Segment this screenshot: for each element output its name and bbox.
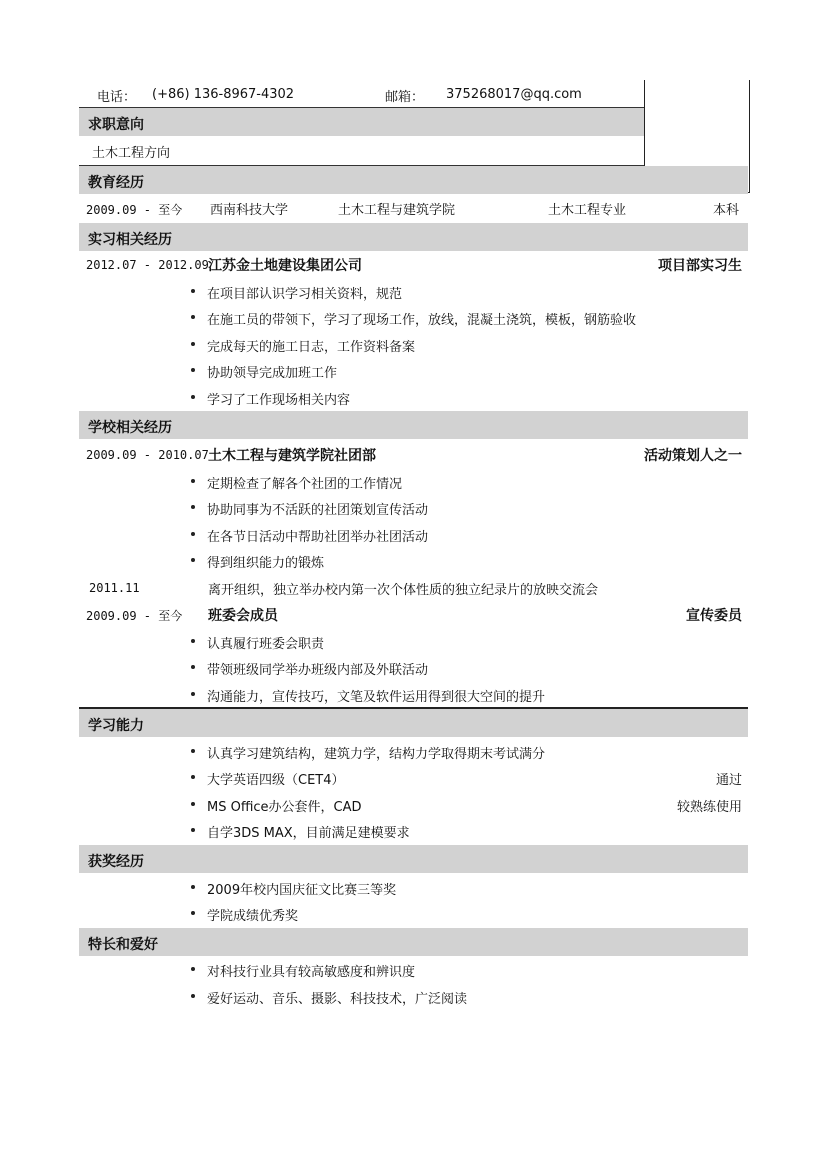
internship-role: 项目部实习生 <box>658 258 742 274</box>
club-role: 活动策划人之一 <box>644 448 742 464</box>
education-major: 土木工程专业 <box>548 203 627 218</box>
education-school: 西南科技大学 <box>210 203 289 218</box>
email-label: 邮箱： <box>385 90 425 105</box>
section-header-school: 学校相关经历 <box>79 411 748 439</box>
skill-note: 较熟练使用 <box>676 800 742 815</box>
section-header-awards: 获奖经历 <box>79 845 748 873</box>
section-header-internship: 实习相关经历 <box>79 223 748 251</box>
club-date: 2009.09 - 2010.07 <box>86 448 209 462</box>
email-value: 375268017@qq.com <box>446 87 582 102</box>
section-header-objective: 求职意向 <box>79 108 644 136</box>
class-org: 班委会成员 <box>208 608 278 624</box>
objective-value: 土木工程方向 <box>92 146 171 161</box>
education-date: 2009.09 - 至今 <box>86 203 183 217</box>
education-degree: 本科 <box>713 203 740 218</box>
club-org: 土木工程与建筑学院社团部 <box>208 448 376 464</box>
education-college: 土木工程与建筑学院 <box>338 203 456 218</box>
event-date: 2011.11 <box>89 581 140 595</box>
internship-date: 2012.07 - 2012.09 <box>86 258 209 272</box>
section-header-skills: 学习能力 <box>79 709 748 737</box>
internship-org: 江苏金土地建设集团公司 <box>208 258 362 274</box>
phone-value: (+86) 136-8967-4302 <box>152 87 295 102</box>
class-role: 宣传委员 <box>686 608 742 624</box>
phone-label: 电话： <box>97 90 137 105</box>
event-text: 离开组织，独立举办校内第一次个体性质的独立纪录片的放映交流会 <box>208 583 599 598</box>
class-date: 2009.09 - 至今 <box>86 609 183 623</box>
skill-note: 通过 <box>715 773 742 788</box>
section-header-education: 教育经历 <box>79 166 748 194</box>
section-header-hobbies: 特长和爱好 <box>79 928 748 956</box>
